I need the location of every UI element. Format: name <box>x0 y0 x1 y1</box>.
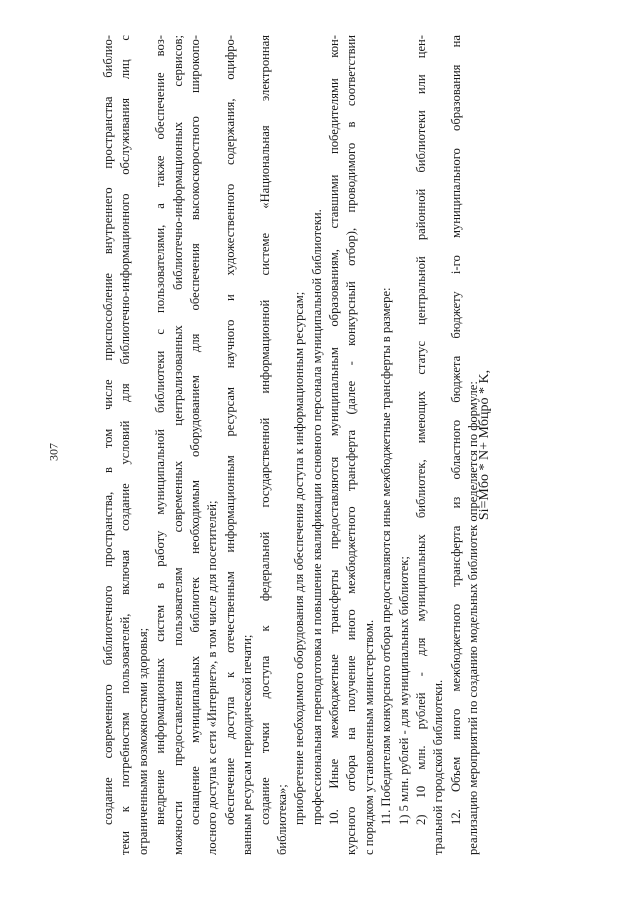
text-line: библиотека»; <box>274 784 289 855</box>
text-line: лосного доступа к сети «Интернет», в том числе для посетителей; <box>205 500 220 855</box>
text-line: ванным ресурсам периодической печати; <box>240 634 255 855</box>
text-line: оснащение муниципальных библиотек необходимым оборудованием для обеспечения высокоскоростного широкопо- <box>187 35 202 825</box>
rotated-page-area <box>100 35 520 855</box>
text-line: можности предоставления пользователям современных централизованных библиотечно-информационных сервисов; <box>170 35 185 855</box>
text-line: 1) 5 млн. рублей - для муниципальных библиотек; <box>396 556 411 825</box>
text-line: 12. Объем иного межбюджетного трансферта из областного бюджета бюджету i-го муниципального образования на <box>448 35 463 825</box>
text-line: обеспечение доступа к отечественным информационным ресурсам научного и художественного содержания, оцифро- <box>222 35 237 825</box>
text-line: приобретение необходимого оборудования для обеспечения доступа к информационным ресурсам; <box>292 291 307 825</box>
page-number: 307 <box>46 443 61 461</box>
text-line: создание точки доступа к федеральной государственной информационной системе «Национальная электронная <box>257 35 272 825</box>
text-line: с порядком установленным министерством. <box>361 619 376 855</box>
text-line: теки к потребностям пользователей, включая создание условий для библиотечно-информационного обслуживания лиц с <box>118 35 133 855</box>
text-line: тральной городской библиотеки. <box>431 679 446 855</box>
text-line: 11. Победителям конкурсного отбора предоставляются иные межбюджетные трансферты в размере: <box>379 287 394 825</box>
text-line: 2) 10 млн. рублей - для муниципальных библиотек, имеющих статус центральной районной библиотеки или цен- <box>414 35 429 825</box>
text-line: курсного отбора на получение иного межбюджетного трансферта (далее - конкурсный отбор), проводимого в соответствии <box>344 35 359 855</box>
document-body <box>100 35 520 855</box>
text-line: реализацию мероприятий по созданию модельных библиотек определяется по формуле: <box>466 381 481 855</box>
formula: Si=Mбо * N+ Mбцро * K, <box>477 369 492 521</box>
text-line: 10. Иные межбюджетные трансферты предоставляются муниципальным образованиям, ставшими победителями кон- <box>327 35 342 825</box>
paragraph-lines <box>100 35 483 855</box>
text-line: профессиональная переподготовка и повышение квалификации основного персонала муниципальной библиотеки. <box>309 209 324 825</box>
text-line: создание современного библиотечного пространства, в том числе приспособление внутреннего пространства библио- <box>101 35 115 825</box>
text-line: внедрение информационных систем в работу муниципальной библиотеки с пользователями, а также обеспечение воз- <box>153 35 168 825</box>
text-line: ограниченными возможностями здоровья; <box>135 627 150 855</box>
